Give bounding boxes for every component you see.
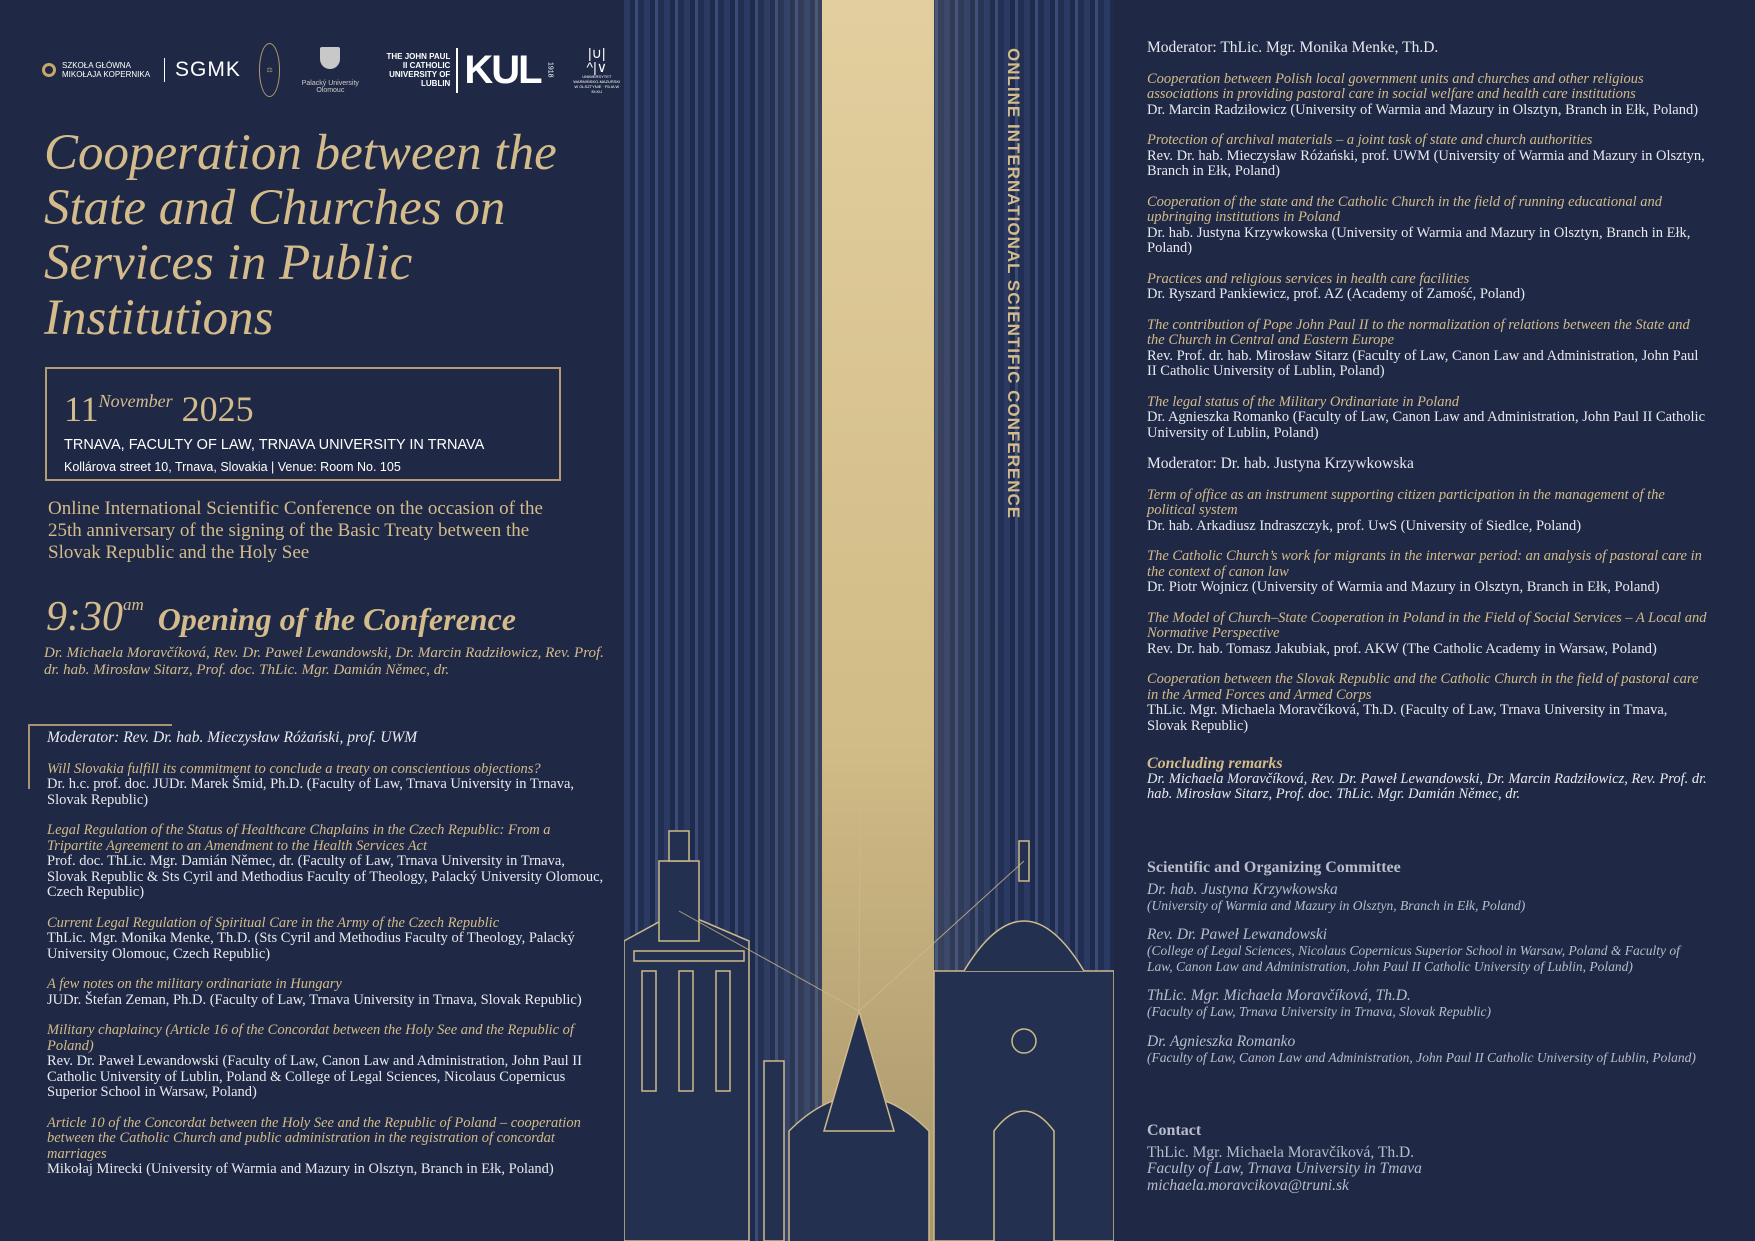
opening-ampm: am (123, 595, 144, 614)
date-day: 11 (64, 389, 99, 429)
talk-title: Cooperation between the Slovak Republic and the Catholic Church in the field of pastoral care in the Armed Forces and Armed Corps (1147, 671, 1699, 703)
talk-speaker: ThLic. Mgr. Michaela Moravčíková, Th.D. (Faculty of Law, Trnava University in Tmava, Slovak Republic) (1147, 702, 1668, 734)
talk-title: Term of office as an instrument supporting citizen participation in the management of the political system (1147, 486, 1665, 518)
conference-title: Cooperation between the State and Churches on Services in Public Institutions (44, 125, 557, 346)
talk-speaker: Dr. Marcin Radziłowicz (University of Warmia and Mazury in Olsztyn, Branch in Ełk, Poland) (1147, 101, 1699, 118)
contact-name: ThLic. Mgr. Michaela Moravčíková, Th.D. (1147, 1143, 1415, 1161)
program-item (1147, 318, 1707, 380)
sgmk-full-name: SZKOŁA GŁÓWNA MIKOŁAJA KOPERNIKA (62, 61, 151, 79)
talk-speaker: Prof. doc. ThLic. Mgr. Damián Němec, dr. (Faculty of Law, Trnava University in Trnava, Slovak Republic & Sts Cyril and Methodius Faculty of Theology, Palacký University Olomouc, Czech Republic) (47, 853, 604, 900)
member-name: Rev. Dr. Paweł Lewandowski (1147, 926, 1328, 943)
program-item (1147, 672, 1707, 734)
program-item (47, 977, 607, 1008)
program-item (1147, 488, 1707, 535)
program-item (47, 1023, 607, 1101)
talk-title: Current Legal Regulation of Spiritual Care in the Army of the Czech Republic (47, 914, 500, 931)
program-item (1147, 611, 1707, 658)
date-venue-box (45, 367, 561, 481)
palacky-name: Palacký University Olomouc (301, 79, 359, 94)
committee-section (1147, 860, 1707, 1078)
talk-title: A few notes on the military ordinariate in Hungary (47, 976, 342, 992)
talk-speaker: Mikołaj Mirecki (University of Warmia and Mazury in Olsztyn, Branch in Ełk, Poland) (47, 1161, 554, 1177)
cover-illustration (624, 0, 1114, 1241)
palacky-shield-icon (320, 47, 340, 69)
talk-speaker: Rev. Dr. Paweł Lewandowski (Faculty of Law, Canon Law and Administration, John Paul II Catholic University of Lublin, Poland & College of Legal Sciences, Nicolaus Copernicus Superior School in Warsaw, Poland) (47, 1053, 582, 1100)
contact-email-link[interactable]: michaela.moravcikova@truni.sk (1147, 1176, 1349, 1194)
kul-year: 1918 (546, 62, 554, 78)
member-name: ThLic. Mgr. Michaela Moravčíková, Th.D. (1147, 987, 1411, 1004)
kul-logo (380, 48, 553, 93)
talk-speaker: Rev. Dr. hab. Tomasz Jakubiak, prof. AKW (The Catholic Academy in Warsaw, Poland) (1147, 640, 1657, 657)
talk-title: Legal Regulation of the Status of Healthcare Chaplains in the Czech Republic: From a Tripartite Agreement to an Amendment to the Health Services Act (47, 822, 551, 854)
program-item (1147, 395, 1707, 442)
program-item (1147, 272, 1707, 303)
talk-speaker: Dr. h.c. prof. doc. JUDr. Marek Šmid, Ph.D. (Faculty of Law, Trnava University in Trnava, Slovak Republic) (47, 776, 575, 808)
talk-title: Cooperation between Polish local government units and churches and other religious associations in providing pastoral care in social welfare and health care institutions (1147, 70, 1644, 102)
talk-speaker: Dr. hab. Justyna Krzywkowska (University of Warmia and Mazury in Olsztyn, Branch in Ełk, Poland) (1147, 224, 1691, 256)
talk-title: Article 10 of the Concordat between the Holy See and the Republic of Poland – cooperation between the Catholic Church and public administration in the registration of concordat marriages (47, 1114, 581, 1162)
trnava-law-seal-logo: ⚖ (259, 43, 280, 97)
date-year: 2025 (181, 389, 254, 429)
program-item (1147, 72, 1707, 119)
program-item (1147, 195, 1707, 257)
member-name: Dr. hab. Justyna Krzywkowska (1147, 880, 1338, 898)
moderator: Moderator: Dr. hab. Justyna Krzywkowska (1147, 455, 1414, 472)
talk-speaker: Dr. hab. Arkadiusz Indraszczyk, prof. UwS (University of Siedlce, Poland) (1147, 517, 1582, 534)
talk-speaker: Dr. Ryszard Pankiewicz, prof. AZ (Academy of Zamość, Poland) (1147, 286, 1525, 302)
opening-speakers: Dr. Michaela Moravčíková, Rev. Dr. Paweł Lewandowski, Dr. Marcin Radziłowicz, Rev. Prof. dr. hab. Mirosław Sitarz, Prof. doc. ThLic. Mgr. Damián Němec, dr. (44, 645, 604, 678)
uwm-logo: |∪| ^|∨ UNIWERSYTET WARMIŃSKO-MAZURSKI W OLSZTYNIE · FILIA W EŁKU (573, 45, 621, 94)
kul-acronym: KUL (456, 48, 540, 93)
member-affiliation: (University of Warmia and Mazury in Olsztyn, Branch in Ełk, Poland) (1147, 897, 1526, 913)
committee-member (1147, 926, 1707, 974)
program-item (47, 1116, 607, 1178)
session-1 (47, 730, 607, 1193)
program-item (1147, 133, 1707, 180)
talk-title: The contribution of Pope John Paul II to the normalization of relations between the State and the Church in Central and Eastern Europe (1147, 316, 1690, 348)
moderator: Moderator: ThLic. Mgr. Monika Menke, Th.D. (1147, 39, 1439, 56)
contact-affiliation: Faculty of Law, Trnava University in Tmava (1147, 1160, 1422, 1177)
talk-speaker: Dr. Piotr Wojnicz (University of Warmia and Mazury in Olsztyn, Branch in Ełk, Poland) (1147, 579, 1660, 595)
date-month: November (98, 391, 173, 411)
opening-label: Opening of the Conference (157, 601, 516, 637)
venue-address: Kollárova street 10, Trnava, Slovakia | Venue: Room No. 105 (64, 460, 401, 474)
talk-speaker: JUDr. Štefan Zeman, Ph.D. (Faculty of Law, Trnava University in Trnava, Slovak Republic) (47, 991, 582, 1008)
member-affiliation: (College of Legal Sciences, Nicolaus Copernicus Superior School in Warsaw, Poland & Faculty of Law, Canon Law and Administration, John Paul II Catholic University of Lublin, Poland) (1147, 943, 1680, 974)
talk-title: Protection of archival materials – a joint task of state and church authorities (1147, 132, 1593, 148)
talk-title: The Model of Church–State Cooperation in Poland in the Field of Social Services – A Local and Normative Perspective (1147, 609, 1707, 641)
opening-time: 9:30 (46, 594, 123, 640)
sgmk-logo (42, 58, 241, 82)
partner-logos (42, 34, 622, 106)
contact-heading: Contact (1147, 1122, 1202, 1139)
committee-member (1147, 1033, 1707, 1066)
program-item (47, 823, 607, 901)
talk-speaker: Rev. Prof. dr. hab. Mirosław Sitarz (Faculty of Law, Canon Law and Administration, John Paul II Catholic University of Lublin, Poland) (1147, 347, 1699, 379)
talk-title: Cooperation of the state and the Catholic Church in the field of running educational and upbringing institutions in Poland (1147, 193, 1662, 225)
sgmk-emblem-icon (42, 63, 56, 77)
member-affiliation: (Faculty of Law, Canon Law and Administration, John Paul II Catholic University of Lublin, Poland) (1147, 1049, 1696, 1065)
program-item (1147, 549, 1707, 596)
talk-title: Will Slovakia fulfill its commitment to conclude a treaty on conscientious objections? (47, 760, 541, 777)
program-item (47, 916, 607, 963)
talk-title: Military chaplaincy (Article 16 of the Concordat between the Holy See and the Republic of Poland) (47, 1022, 574, 1054)
venue-name: TRNAVA, FACULTY OF LAW, TRNAVA UNIVERSITY IN TRNAVA (64, 437, 485, 453)
concluding-remarks-heading: Concluding remarks (1147, 755, 1283, 772)
conference-description: Online International Scientific Conference on the occasion of the 25th anniversary of the signing of the Basic Treaty between the Slovak Republic and the Holy See (48, 498, 543, 563)
opening-heading (46, 593, 516, 641)
program-item (47, 762, 607, 809)
sgmk-acronym: SGMK (175, 58, 241, 81)
committee-member (1147, 881, 1707, 914)
concluding-remarks-speakers: Dr. Michaela Moravčíková, Rev. Dr. Paweł Lewandowski, Dr. Marcin Radziłowicz, Rev. Prof. dr. hab. Mirosław Sitarz, Prof. doc. ThLic. Mgr. Damián Němec, dr. (1147, 770, 1707, 802)
palacky-logo (298, 47, 362, 94)
talk-speaker: Dr. Agnieszka Romanko (Faculty of Law, Canon Law and Administration, John Paul II Catholic University of Lublin, Poland) (1147, 409, 1706, 441)
vertical-conference-label: ONLINE INTERNATIONAL SCIENTIFIC CONFERENCE (1004, 48, 1023, 520)
contact-section (1147, 1123, 1647, 1194)
moderator: Moderator: Rev. Dr. hab. Mieczysław Różański, prof. UWM (47, 729, 418, 746)
committee-member (1147, 987, 1707, 1020)
talk-title: Practices and religious services in health care facilities (1147, 270, 1470, 287)
talk-title: The legal status of the Military Ordinariate in Poland (1147, 393, 1460, 410)
program-right-column (1147, 40, 1707, 803)
committee-heading: Scientific and Organizing Committee (1147, 859, 1401, 876)
church-buildings-illustration (624, 801, 1114, 1241)
talk-speaker: ThLic. Mgr. Monika Menke, Th.D. (Sts Cyril and Methodius Faculty of Theology, Palacký University Olomouc, Czech Republic) (47, 930, 575, 962)
member-affiliation: (Faculty of Law, Trnava University in Trnava, Slovak Republic) (1147, 1004, 1491, 1019)
kul-full-name: THE JOHN PAUL II CATHOLIC UNIVERSITY OF LUBLIN (386, 52, 451, 88)
uwm-name: UNIWERSYTET WARMIŃSKO-MAZURSKI W OLSZTYNIE · FILIA W EŁKU (573, 74, 621, 94)
event-date (64, 381, 559, 429)
talk-speaker: Rev. Dr. hab. Mieczysław Różański, prof. UWM (University of Warmia and Mazury in Olsztyn, Branch in Ełk, Poland) (1147, 147, 1705, 179)
talk-title: The Catholic Church’s work for migrants in the interwar period: an analysis of pastoral care in the context of canon law (1147, 548, 1702, 580)
member-name: Dr. Agnieszka Romanko (1147, 1032, 1296, 1050)
